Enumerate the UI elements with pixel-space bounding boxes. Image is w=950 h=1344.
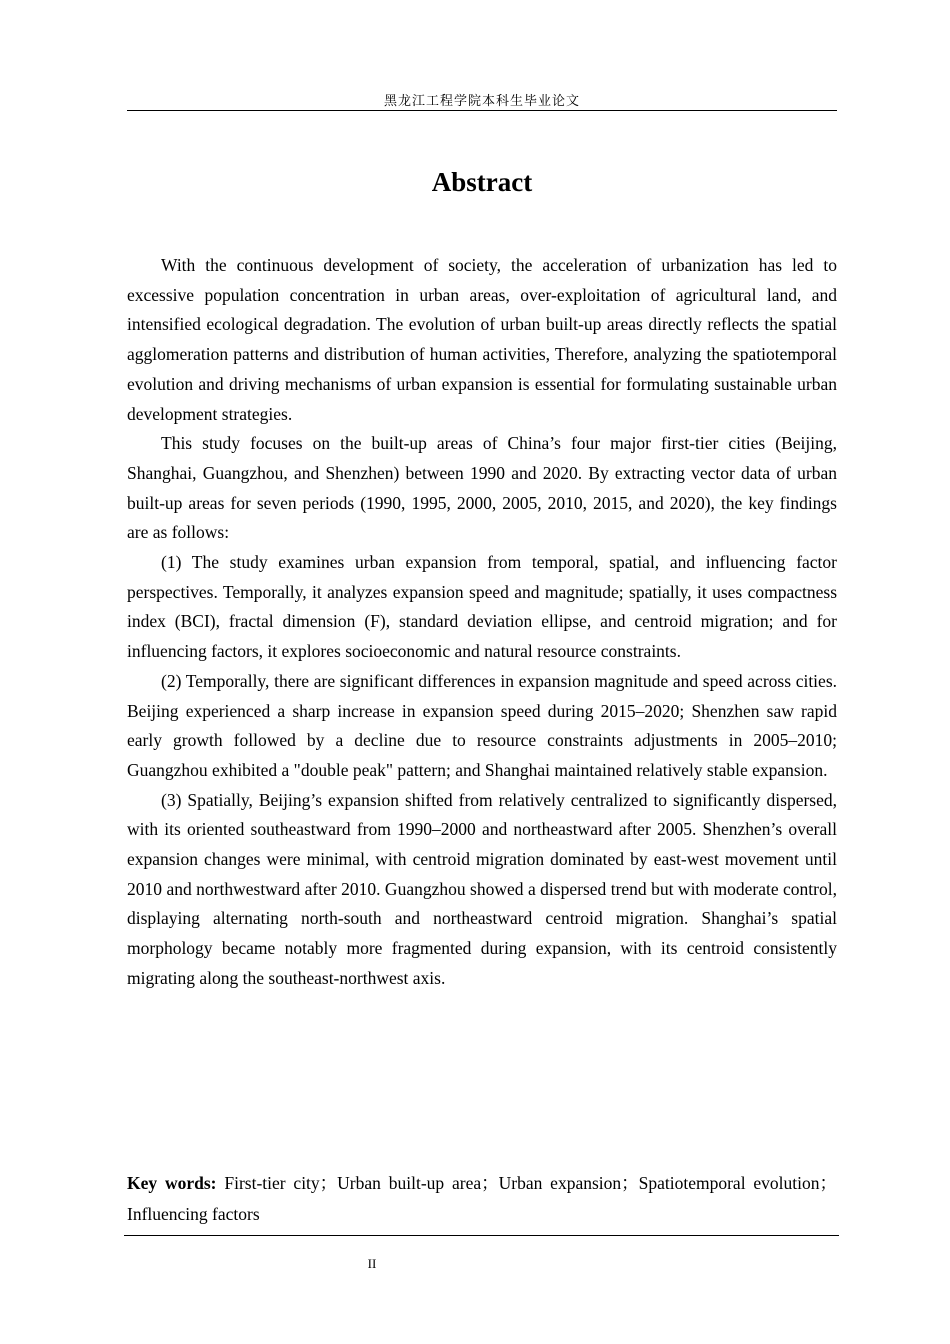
abstract-heading: Abstract	[431, 167, 533, 197]
abstract-paragraph-4: (2) Temporally, there are significant differences in expansion magnitude and speed across cities. Beijing experienced a sharp increase in expansion speed during 2015–2020; Shenzhen saw rapid early growth followed by a decline due to resource constraints adjustments in 2005–2010; Guangzhou exhibited a "double peak" pattern; and Shanghai maintained relatively stable expansion.	[127, 670, 837, 780]
abstract-paragraph-2: This study focuses on the built-up areas of China’s four major first-tier cities (Beijing, Shanghai, Guangzhou, and Shenzhen) between 1990 and 2020. By extracting vector data of urban built-up areas for seven periods (1990, 1995, 2000, 2005, 2010, 2015, and 2020), the key findings are as follows:	[127, 433, 837, 543]
keywords-text: First-tier city；Urban built-up area；Urban expansion；Spatiotemporal evolution；Influencing factors	[127, 1173, 838, 1224]
running-header: 黑龙江工程学院本科生毕业论文	[383, 94, 580, 109]
abstract-paragraph-3: (1) The study examines urban expansion from temporal, spatial, and influencing factor perspectives. Temporally, it analyzes expansion speed and magnitude; spatially, it uses compactness index (BCI), fractal dimension (F), standard deviation ellipse, and centroid migration; and for influencing factors, it explores socioeconomic and natural resource constraints.	[127, 552, 837, 662]
page-number: II	[367, 1256, 377, 1271]
footer-rule	[124, 1235, 839, 1236]
header-rule	[127, 110, 837, 111]
abstract-paragraph-5: (3) Spatially, Beijing’s expansion shifted from relatively centralized to significantly dispersed, with its oriented southeastward from 1990–2000 and northeastward after 2005. Shenzhen’s overall expansion changes were minimal, with centroid migration dominated by east-west movement until 2010 and northwestward after 2010. Guangzhou showed a dispersed trend but with moderate control, displaying alternating north-south and northeastward centroid migration. Shanghai’s spatial morphology became notably more fragmented during expansion, with its centroid consistently migrating along the southeast-northwest axis.	[127, 789, 837, 988]
abstract-body	[127, 251, 837, 994]
keywords-label: Key words:	[127, 1173, 217, 1193]
abstract-paragraph-1: With the continuous development of society, the acceleration of urbanization has led to excessive population concentration in urban areas, over-exploitation of agricultural land, and intensified ecological degradation. The evolution of urban built-up areas directly reflects the spatial agglomeration patterns and distribution of human activities, Therefore, analyzing the spatiotemporal evolution and driving mechanisms of urban expansion is essential for formulating sustainable urban development strategies.	[127, 255, 837, 424]
keywords-line	[127, 1168, 837, 1229]
